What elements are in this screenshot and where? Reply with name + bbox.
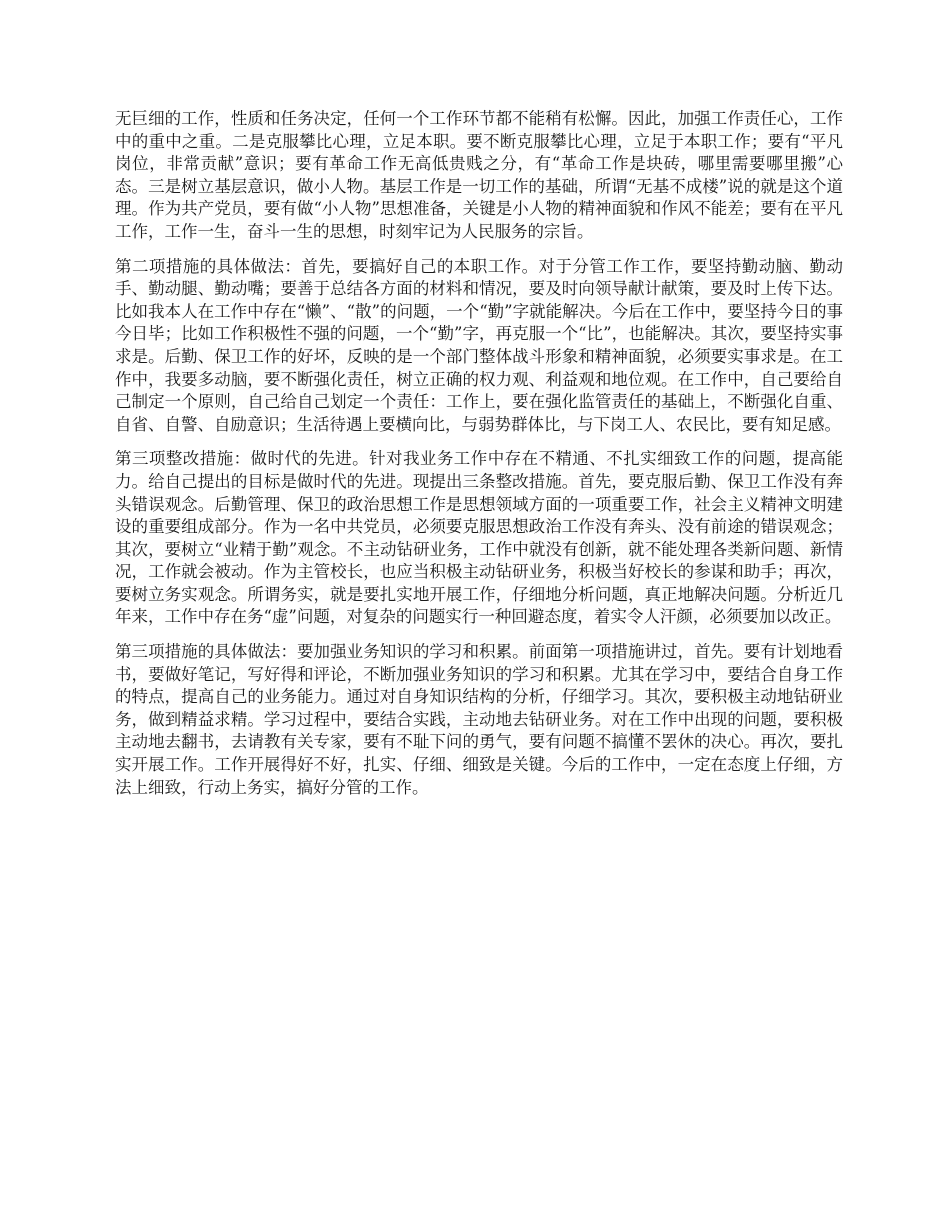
document-body <box>115 108 843 811</box>
paragraph-2: 第二项措施的具体做法：首先，要搞好自己的本职工作。对于分管工作工作，要坚持勤动脑、勤动手、勤动腿、勤动嘴；要善于总结各方面的材料和情况，要及时向领导献计献策，要及时上传下达。比如我本人在工作中存在“懒”、“散”的问题，一个“勤”字就能解决。今后在工作中，要坚持今日的事今日毕；比如工作积极性不强的问题，一个“勤”字，再克服一个“比”，也能解决。其次，要坚持实事求是。后勤、保卫工作的好坏，反映的是一个部门整体战斗形象和精神面貌，必须要实事求是。在工作中，我要多动脑，要不断强化责任，树立正确的权力观、利益观和地位观。在工作中，自己要给自己制定一个原则，自己给自己划定一个责任：工作上，要在强化监管责任的基础上，不断强化自重、自省、自警、自励意识；生活待遇上要横向比，与弱势群体比，与下岗工人、农民比，要有知足感。 <box>115 256 843 434</box>
paragraph-3: 第三项整改措施：做时代的先进。针对我业务工作中存在不精通、不扎实细致工作的问题，提高能力。给自己提出的目标是做时代的先进。现提出三条整改措施。首先，要克服后勤、保卫工作没有奔头错误观念。后勤管理、保卫的政治思想工作是思想领域方面的一项重要工作，社会主义精神文明建设的重要组成部分。作为一名中共党员，必须要克服思想政治工作没有奔头、没有前途的错误观念；其次，要树立“业精于勤”观念。不主动钻研业务，工作中就没有创新，就不能处理各类新问题、新情况，工作就会被动。作为主管校长，也应当积极主动钻研业务，积极当好校长的参谋和助手；再次，要树立务实观念。所谓务实，就是要扎实地开展工作，仔细地分析问题，真正地解决问题。分析近几年来，工作中存在务“虚”问题，对复杂的问题实行一种回避态度，着实令人汗颜，必须要加以改正。 <box>115 449 843 627</box>
paragraph-1: 无巨细的工作，性质和任务决定，任何一个工作环节都不能稍有松懈。因此，加强工作责任心，工作中的重中之重。二是克服攀比心理，立足本职。要不断克服攀比心理，立足于本职工作；要有“平凡岗位，非常贡献”意识；要有革命工作无高低贵贱之分，有“革命工作是块砖，哪里需要哪里搬”心态。三是树立基层意识，做小人物。基层工作是一切工作的基础，所谓“无基不成楼”说的就是这个道理。作为共产党员，要有做“小人物”思想准备，关键是小人物的精神面貌和作风不能差；要有在平凡工作，工作一生，奋斗一生的思想，时刻牢记为人民服务的宗旨。 <box>115 109 843 241</box>
paragraph-4: 第三项措施的具体做法：要加强业务知识的学习和积累。前面第一项措施讲过，首先。要有计划地看书，要做好笔记，写好得和评论，不断加强业务知识的学习和积累。尤其在学习中，要结合自身工作的特点，提高自己的业务能力。通过对自身知识结构的分析，仔细学习。其次，要积极主动地钻研业务，做到精益求精。学习过程中，要结合实践，主动地去钻研业务。对在工作中出现的问题，要积极主动地去翻书，去请教有关专家，要有不耻下问的勇气，要有问题不搞懂不罢休的决心。再次，要扎实开展工作。工作开展得好不好，扎实、仔细、细致是关键。今后的工作中，一定在态度上仔细，方法上细致，行动上务实，搞好分管的工作。 <box>115 642 843 797</box>
